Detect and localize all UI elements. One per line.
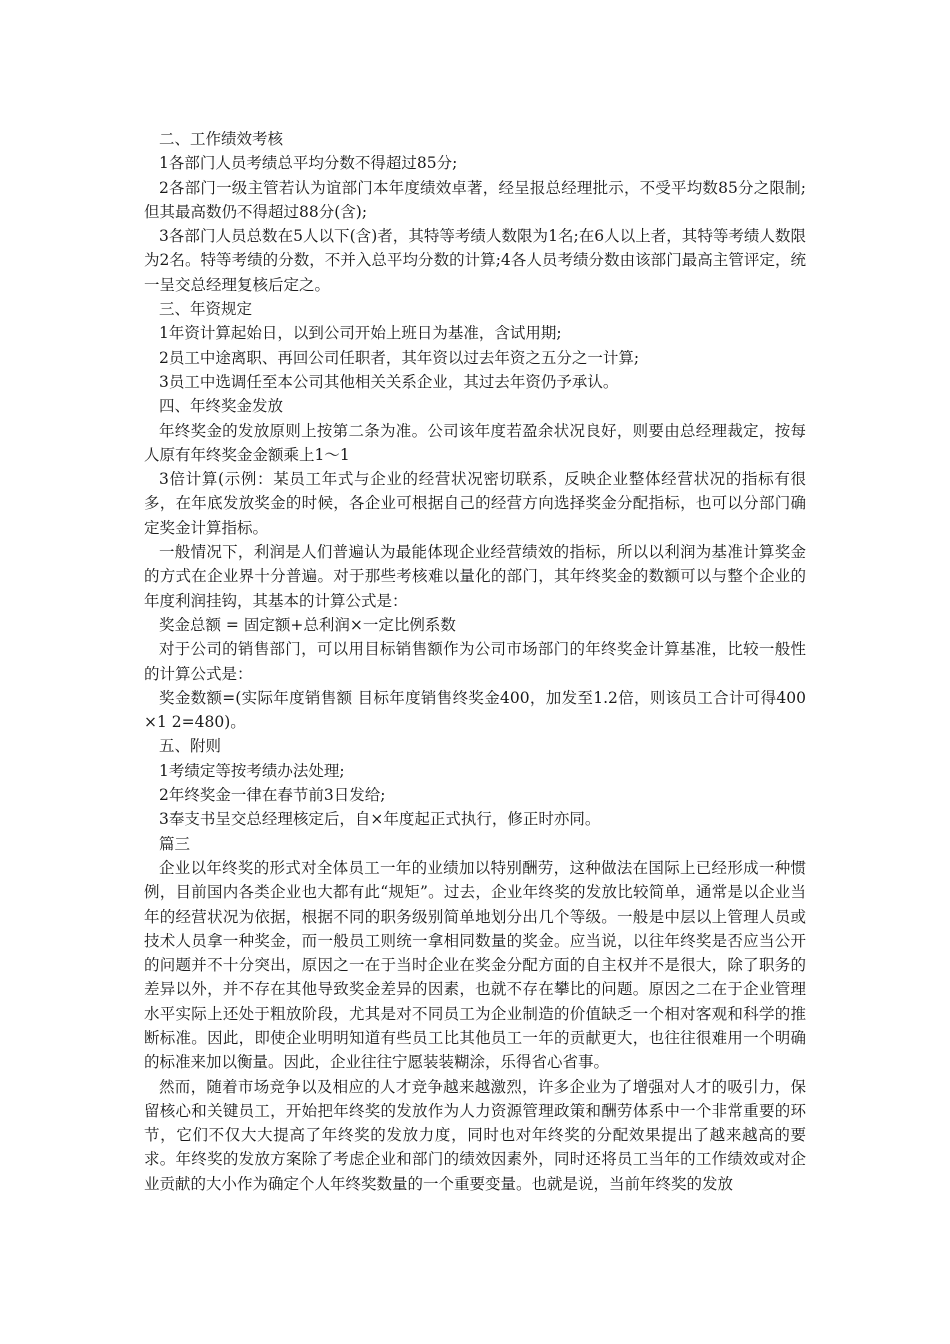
section-heading-4: 四、年终奖金发放 bbox=[159, 397, 284, 416]
section-heading-2: 二、工作绩效考核 bbox=[159, 130, 284, 148]
paragraph: 1考绩定等按考绩办法处理; bbox=[159, 761, 345, 780]
paragraph: 对于公司的销售部门，可以用目标销售额作为公司市场部门的年终奖金计算基准，比较一般性的计算公式是： bbox=[144, 640, 806, 683]
paragraph: 企业以年终奖的形式对全体员工一年的业绩加以特别酬劳，这种做法在国际上已经形成一种惯例，目前国内各类企业也大都有此“规矩”。过去，企业年终奖的发放比较简单，通常是以企业当年的经营状况为依据，根据不同的职务级别简单地划分出几个等级。一般是中层以上管理人员或技术人员拿一种奖金，而一般员工则统一拿相同数量的奖金。应当说，以往年终奖是否应当公开的问题并不十分突出，原因之一在于当时企业在奖金分配方面的自主权并不是很大，除了职务的差异以外，并不存在其他导致奖金差异的因素，也就不存在攀比的问题。原因之二在于企业管理水平实际上还处于粗放阶段，尤其是对不同员工为企业制造的价值缺乏一个相对客观和科学的推断标准。因此，即使企业明明知道有些员工比其他员工一年的贡献更大，也往往很难用一个明确的标准来加以衡量。因此，企业往往宁愿装装糊涂，乐得省心省事。 bbox=[144, 858, 806, 1072]
paragraph: 1各部门人员考绩总平均分数不得超过85分; bbox=[159, 154, 458, 173]
paragraph: 3倍计算(示例：某员工年式与企业的经营状况密切联系，反映企业整体经营状况的指标有很多，在年底发放奖金的时候，各企业可根据自己的经营方向选择奖金分配指标，也可以分部门确定奖金计算指标。 bbox=[144, 470, 806, 537]
formula: 奖金总额 = 固定额+总利润×一定比例系数 bbox=[159, 615, 456, 634]
paragraph: 2年终奖金一律在春节前3日发给; bbox=[159, 786, 386, 805]
paragraph: 3各部门人员总数在5人以下(含)者，其特等考绩人数限为1名;在6人以上者，其特等考绩人数限为2名。特等考绩的分数，不并入总平均分数的计算;4各人员考绩分数由该部门最高主管评定，统一呈交总经理复核后定之。 bbox=[144, 227, 806, 294]
paragraph: 一般情况下，利润是人们普遍认为最能体现企业经营绩效的指标，所以以利润为基准计算奖金的方式在企业界十分普遍。对于那些考核难以量化的部门，其年终奖金的数额可以与整个企业的年度利润挂钩，其基本的计算公式是： bbox=[144, 543, 806, 610]
paragraph: 年终奖金的发放原则上按第二条为准。公司该年度若盈余状况良好，则要由总经理裁定，按每人原有年终奖金金额乘上1～1 bbox=[144, 421, 806, 464]
paragraph: 2各部门一级主管若认为谊部门本年度绩效卓著，经呈报总经理批示，不受平均数85分之限制;但其最高数仍不得超过88分(含); bbox=[144, 178, 806, 221]
formula: 奖金数额=(实际年度销售额 目标年度销售终奖金400，加发至1.2倍，则该员工合计可得400×1 2=480)。 bbox=[144, 688, 806, 732]
section-heading-3: 三、年资规定 bbox=[159, 300, 253, 319]
section-heading-5: 五、附则 bbox=[159, 737, 222, 756]
paragraph: 然而，随着市场竞争以及相应的人才竞争越来越激烈，许多企业为了增强对人才的吸引力，保留核心和关键员工，开始把年终奖的发放作为人力资源管理政策和酬劳体系中一个非常重要的环节，它们不仅大大提高了年终奖的发放力度，同时也对年终奖的分配效果提出了越来越高的要求。年终奖的发放方案除了考虑企业和部门的绩效因素外，同时还将员工当年的工作绩效或对企业贡献的大小作为确定个人年终奖数量的一个重要变量。也就是说，当前年终奖的发放 bbox=[144, 1077, 806, 1193]
paragraph: 3奉支书呈交总经理核定后，自×年度起正式执行，修正时亦同。 bbox=[159, 810, 601, 829]
paragraph: 3员工中选调任至本公司其他相关关系企业，其过去年资仍予承认。 bbox=[159, 372, 619, 391]
chapter-heading: 篇三 bbox=[159, 834, 191, 853]
document-page bbox=[144, 127, 806, 1196]
paragraph: 1年资计算起始日，以到公司开始上班日为基准，含试用期; bbox=[159, 324, 562, 343]
paragraph: 2员工中途离职、再回公司任职者，其年资以过去年资之五分之一计算; bbox=[159, 348, 640, 367]
